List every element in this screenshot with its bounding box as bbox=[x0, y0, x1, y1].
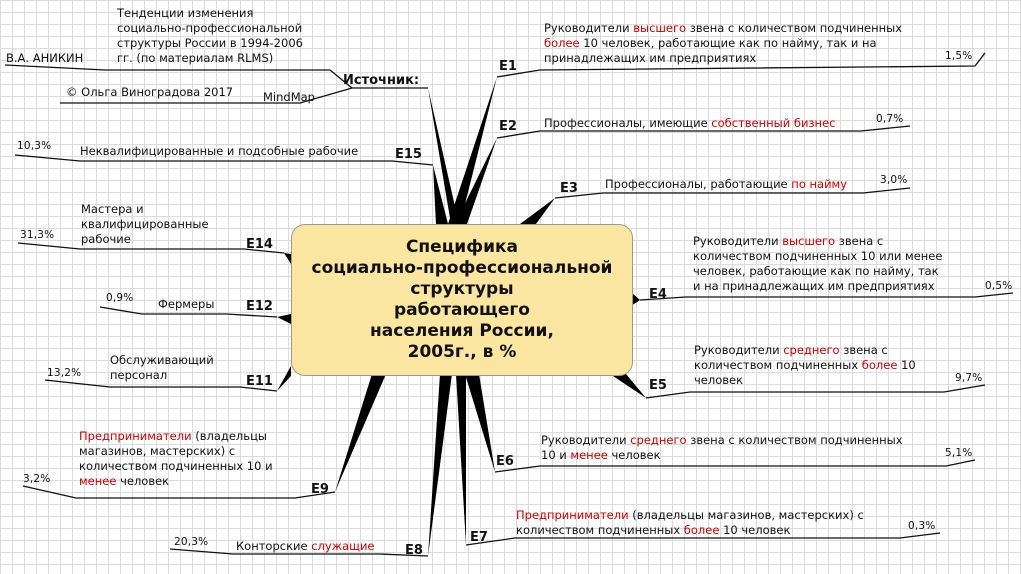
text-span: (владельцы bbox=[191, 429, 267, 443]
node-e9-code: E9 bbox=[311, 482, 329, 497]
source-title-line: гг. (по материалам RLMS) bbox=[117, 51, 274, 65]
text-span: Руководители bbox=[693, 234, 783, 248]
node-e1-percent: 1,5% bbox=[945, 50, 973, 62]
highlight-span: Предприниматели bbox=[516, 508, 629, 522]
text-line: принадлежащих им предприятиях bbox=[544, 51, 757, 65]
branch-e11 bbox=[277, 366, 291, 391]
text-span: (владельцы магазинов, мастерских) с bbox=[628, 508, 864, 522]
node-e4-percent: 0,5% bbox=[985, 280, 1013, 292]
source-tool: MindMap bbox=[263, 90, 315, 104]
node-e5-text[interactable] bbox=[694, 343, 916, 388]
node-e5-percent: 9,7% bbox=[955, 372, 983, 384]
text-line: квалифицированные bbox=[81, 217, 209, 231]
node-e15-code: E15 bbox=[395, 147, 422, 162]
node-e11-code: E11 bbox=[246, 374, 273, 389]
branch-source bbox=[428, 88, 459, 224]
node-e8-percent: 20,3% bbox=[174, 536, 209, 548]
text-line: количеством подчиненных 10 или менее bbox=[693, 249, 943, 263]
text-span: звена с bbox=[839, 343, 888, 357]
text-span: 10 bbox=[897, 358, 916, 372]
node-e3-code: E3 bbox=[560, 181, 578, 196]
highlight-span: более bbox=[544, 36, 580, 50]
highlight-span: Предприниматели bbox=[79, 429, 192, 443]
node-e3-text[interactable] bbox=[605, 177, 847, 192]
branch-e5 bbox=[610, 374, 646, 398]
node-e7-code: E7 bbox=[470, 530, 488, 545]
node-e6-code: E6 bbox=[496, 454, 514, 469]
highlight-span: собственный бизнес bbox=[711, 116, 836, 130]
node-e7-percent: 0,3% bbox=[908, 520, 936, 532]
text-line: Обслуживающий bbox=[110, 353, 214, 367]
branch-e6 bbox=[465, 374, 495, 472]
text-span: звена с количеством подчиненных bbox=[686, 433, 903, 447]
text-span: Профессионалы, работающие bbox=[605, 177, 792, 191]
central-topic-title: Специфика социально-профессиональной структуры работающего населения России, 2005г., в % bbox=[311, 237, 613, 362]
text-line: человек, работающие как по найму, так bbox=[693, 264, 939, 278]
node-e8-code: E8 bbox=[405, 543, 423, 558]
text-line: магазинов, мастерских) с bbox=[79, 444, 236, 458]
node-e15-percent: 10,3% bbox=[17, 140, 52, 152]
node-e6-text[interactable] bbox=[541, 433, 903, 463]
source-title-line: социально-профессиональной bbox=[117, 21, 303, 35]
node-e5-code: E5 bbox=[649, 378, 667, 393]
node-e1-code: E1 bbox=[499, 59, 517, 74]
text-line: Мастера и bbox=[81, 202, 144, 216]
text-span: Руководители bbox=[694, 343, 784, 357]
node-e9-text[interactable] bbox=[79, 429, 273, 489]
node-e2-text[interactable] bbox=[544, 116, 835, 131]
central-topic[interactable] bbox=[291, 224, 633, 376]
text-span: 10 и bbox=[541, 448, 571, 462]
source-title bbox=[117, 6, 303, 66]
source-title-line: структуры России в 1994-2006 bbox=[117, 36, 303, 50]
text-span: человек bbox=[116, 474, 170, 488]
highlight-span: по найму bbox=[791, 177, 848, 191]
branch-e14 bbox=[284, 253, 291, 264]
branch-e12 bbox=[277, 314, 291, 324]
node-e11-percent: 13,2% bbox=[47, 367, 82, 379]
text-span: количеством подчиненных bbox=[694, 358, 862, 372]
highlight-span: более bbox=[683, 523, 720, 537]
text-span: Конторские bbox=[236, 539, 312, 553]
node-e7-text[interactable] bbox=[516, 508, 864, 538]
text-line: персонал bbox=[110, 368, 168, 382]
highlight-span: среднего bbox=[783, 343, 840, 357]
node-e1-text[interactable] bbox=[544, 21, 902, 66]
node-e12-percent: 0,9% bbox=[106, 292, 134, 304]
node-e3-percent: 3,0% bbox=[880, 174, 908, 186]
node-e4-code: E4 bbox=[649, 287, 667, 302]
branch-e3 bbox=[520, 198, 555, 224]
node-e4-text[interactable] bbox=[693, 234, 942, 294]
node-e15-text[interactable]: Неквалифицированные и подсобные рабочие bbox=[80, 144, 359, 158]
text-span: звена с bbox=[835, 234, 884, 248]
node-e12-text[interactable]: Фермеры bbox=[158, 297, 215, 311]
highlight-span: среднего bbox=[630, 433, 687, 447]
node-e2-percent: 0,7% bbox=[876, 113, 904, 125]
text-span: количеством подчиненных bbox=[516, 523, 684, 537]
node-e2-code: E2 bbox=[499, 119, 517, 134]
node-e14-percent: 31,3% bbox=[20, 229, 55, 241]
node-e8-text[interactable] bbox=[236, 539, 375, 554]
source-title-line: Тенденции изменения bbox=[117, 6, 254, 20]
text-line: и на принадлежащих им предприятиях bbox=[693, 279, 935, 293]
branch-e9 bbox=[335, 374, 386, 492]
node-e9-percent: 3,2% bbox=[23, 473, 51, 485]
text-span: Руководители bbox=[541, 433, 631, 447]
text-line: количеством подчиненных 10 и bbox=[79, 459, 273, 473]
highlight-span: высшего bbox=[782, 234, 836, 248]
node-e14-code: E14 bbox=[246, 237, 273, 252]
highlight-span: менее bbox=[79, 474, 117, 488]
node-e14-text[interactable] bbox=[81, 202, 209, 247]
source-copyright: © Ольга Виноградова 2017 bbox=[66, 85, 234, 99]
node-e12-code: E12 bbox=[246, 299, 273, 314]
highlight-span: высшего bbox=[633, 21, 687, 35]
node-e6-percent: 5,1% bbox=[945, 447, 973, 459]
text-line: человек bbox=[694, 373, 744, 387]
highlight-span: более bbox=[861, 358, 898, 372]
text-line: рабочие bbox=[81, 232, 131, 246]
text-span: Руководители bbox=[544, 21, 634, 35]
highlight-span: менее bbox=[570, 448, 608, 462]
branch-e8 bbox=[428, 374, 452, 556]
text-span: 10 человек, работающие как по найму, так и на bbox=[579, 36, 877, 50]
branch-e7 bbox=[456, 374, 466, 545]
highlight-span: служащие bbox=[311, 539, 375, 553]
node-e11-text[interactable] bbox=[110, 353, 214, 383]
source-author: В.А. АНИКИН bbox=[6, 51, 84, 65]
source-label: Источник: bbox=[343, 73, 420, 88]
text-span: 10 человек bbox=[719, 523, 791, 537]
text-span: звена с количеством подчиненных bbox=[686, 21, 903, 35]
text-span: человек bbox=[607, 448, 661, 462]
text-span: Профессионалы, имеющие bbox=[544, 116, 712, 130]
